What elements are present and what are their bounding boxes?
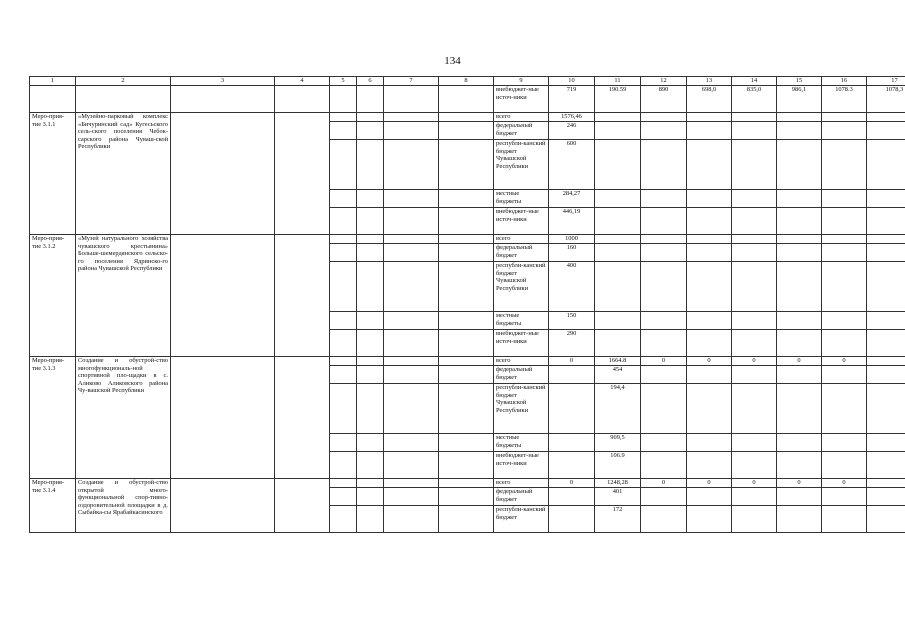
value-cell — [687, 488, 732, 506]
value-cell: 190.59 — [595, 86, 641, 113]
empty-cell — [357, 366, 384, 384]
empty-cell — [275, 113, 330, 235]
empty-cell — [330, 452, 357, 479]
header-cell: 17 — [867, 77, 905, 86]
empty-cell — [357, 434, 384, 452]
empty-cell — [384, 312, 439, 330]
value-cell — [867, 452, 905, 479]
empty-cell — [330, 122, 357, 140]
empty-cell — [330, 113, 357, 122]
empty-cell — [275, 357, 330, 479]
empty-cell — [357, 506, 384, 533]
value-cell — [867, 113, 905, 122]
table-row — [30, 357, 905, 366]
value-cell — [867, 366, 905, 384]
value-cell — [732, 366, 777, 384]
value-cell — [732, 244, 777, 262]
empty-cell — [30, 86, 76, 113]
value-cell: 0 — [687, 357, 732, 366]
empty-cell — [384, 488, 439, 506]
funding-source-cell: федеральный бюджет — [494, 122, 549, 140]
value-cell — [641, 452, 687, 479]
empty-cell — [330, 434, 357, 452]
table-row — [30, 86, 905, 113]
value-cell — [867, 122, 905, 140]
value-cell — [641, 434, 687, 452]
value-cell — [867, 506, 905, 533]
empty-cell — [171, 235, 275, 357]
empty-cell — [330, 140, 357, 190]
value-cell — [687, 452, 732, 479]
measure-name-cell: «Музейно-парковый комплекс «Бичуринский сад» Кугесьского сель-ского поселения Чебок-сарского района Чуваш-ской Республики — [76, 113, 171, 235]
header-cell: 4 — [275, 77, 330, 86]
empty-cell — [384, 479, 439, 488]
empty-cell — [357, 357, 384, 366]
value-cell — [732, 235, 777, 244]
value-cell — [867, 330, 905, 357]
value-cell — [822, 262, 867, 312]
value-cell — [777, 312, 822, 330]
value-cell — [732, 452, 777, 479]
value-cell — [822, 488, 867, 506]
value-cell — [687, 262, 732, 312]
value-cell — [595, 262, 641, 312]
value-cell — [777, 208, 822, 235]
empty-cell — [384, 113, 439, 122]
value-cell — [687, 140, 732, 190]
funding-source-cell: федеральный бюджет — [494, 366, 549, 384]
value-cell: 1000 — [549, 235, 595, 244]
empty-cell — [330, 479, 357, 488]
value-cell: 698,0 — [687, 86, 732, 113]
value-cell — [822, 434, 867, 452]
measure-code-cell: Меро-прия-тие 3.1.4 — [30, 479, 76, 533]
funding-source-cell: всего — [494, 479, 549, 488]
value-cell: 194,4 — [595, 384, 641, 434]
measure-code-cell: Меро-прия-тие 3.1.3 — [30, 357, 76, 479]
value-cell — [867, 384, 905, 434]
empty-cell — [384, 190, 439, 208]
value-cell — [777, 140, 822, 190]
header-cell: 13 — [687, 77, 732, 86]
value-cell: 909,5 — [595, 434, 641, 452]
empty-cell — [384, 244, 439, 262]
header-cell: 8 — [439, 77, 494, 86]
value-cell: 1664.8 — [595, 357, 641, 366]
empty-cell — [439, 140, 494, 190]
value-cell — [867, 235, 905, 244]
empty-cell — [439, 488, 494, 506]
value-cell — [867, 262, 905, 312]
value-cell — [641, 488, 687, 506]
empty-cell — [384, 235, 439, 244]
value-cell — [777, 330, 822, 357]
empty-cell — [357, 330, 384, 357]
value-cell: 246 — [549, 122, 595, 140]
measure-code-cell: Меро-прия-тие 3.1.1 — [30, 113, 76, 235]
funding-source-cell: всего — [494, 235, 549, 244]
value-cell — [822, 140, 867, 190]
value-cell — [687, 434, 732, 452]
value-cell — [687, 113, 732, 122]
empty-cell — [384, 357, 439, 366]
header-cell: 15 — [777, 77, 822, 86]
empty-cell — [384, 366, 439, 384]
value-cell — [595, 113, 641, 122]
funding-source-cell: федеральный бюджет — [494, 488, 549, 506]
value-cell — [822, 244, 867, 262]
empty-cell — [439, 357, 494, 366]
value-cell: 719 — [549, 86, 595, 113]
value-cell — [822, 235, 867, 244]
empty-cell — [171, 479, 275, 533]
empty-cell — [439, 330, 494, 357]
empty-cell — [357, 140, 384, 190]
value-cell: 0 — [822, 357, 867, 366]
value-cell — [641, 330, 687, 357]
value-cell: 172 — [595, 506, 641, 533]
empty-cell — [439, 244, 494, 262]
value-cell: 0 — [641, 479, 687, 488]
value-cell — [777, 244, 822, 262]
value-cell — [549, 434, 595, 452]
empty-cell — [76, 86, 171, 113]
funding-source-cell: внебюджет-ные источ-ники — [494, 208, 549, 235]
value-cell — [687, 190, 732, 208]
empty-cell — [357, 122, 384, 140]
empty-cell — [439, 122, 494, 140]
empty-cell — [357, 312, 384, 330]
funding-source-cell: всего — [494, 113, 549, 122]
funding-source-cell: местные бюджеты — [494, 434, 549, 452]
value-cell: 1248,28 — [595, 479, 641, 488]
empty-cell — [384, 384, 439, 434]
value-cell — [641, 140, 687, 190]
value-cell — [777, 122, 822, 140]
value-cell — [549, 452, 595, 479]
empty-cell — [439, 384, 494, 434]
empty-cell — [439, 434, 494, 452]
empty-cell — [357, 452, 384, 479]
empty-cell — [384, 330, 439, 357]
empty-cell — [330, 384, 357, 434]
header-cell: 5 — [330, 77, 357, 86]
value-cell — [732, 488, 777, 506]
page-number: 134 — [444, 55, 461, 67]
empty-cell — [330, 208, 357, 235]
value-cell — [867, 244, 905, 262]
value-cell: 0 — [687, 479, 732, 488]
value-cell: 290 — [549, 330, 595, 357]
empty-cell — [357, 479, 384, 488]
value-cell — [867, 190, 905, 208]
value-cell — [641, 208, 687, 235]
value-cell — [595, 190, 641, 208]
funding-source-cell: внебюджет-ные источ-ники — [494, 86, 549, 113]
empty-cell — [384, 122, 439, 140]
value-cell — [867, 479, 905, 488]
value-cell — [641, 262, 687, 312]
value-cell — [777, 506, 822, 533]
value-cell — [867, 488, 905, 506]
measure-code-cell: Меро-прия-тие 3.1.2 — [30, 235, 76, 357]
value-cell — [777, 384, 822, 434]
empty-cell — [330, 330, 357, 357]
empty-cell — [384, 506, 439, 533]
funding-source-cell: федеральный бюджет — [494, 244, 549, 262]
header-cell: 16 — [822, 77, 867, 86]
funding-source-cell: республи-канский бюджет Чувашской Республики — [494, 384, 549, 434]
value-cell: 0 — [777, 357, 822, 366]
empty-cell — [439, 506, 494, 533]
value-cell — [549, 366, 595, 384]
value-cell: 835,0 — [732, 86, 777, 113]
value-cell: 454 — [595, 366, 641, 384]
value-cell: 0 — [732, 357, 777, 366]
empty-cell — [171, 113, 275, 235]
value-cell: 160 — [549, 244, 595, 262]
value-cell — [687, 506, 732, 533]
funding-source-cell: республи-канский бюджет Чувашской Республики — [494, 262, 549, 312]
value-cell — [822, 190, 867, 208]
value-cell: 600 — [549, 140, 595, 190]
value-cell — [687, 244, 732, 262]
empty-cell — [330, 312, 357, 330]
value-cell — [732, 190, 777, 208]
value-cell — [595, 235, 641, 244]
funding-source-cell: внебюджет-ные источ-ники — [494, 330, 549, 357]
value-cell — [822, 366, 867, 384]
value-cell — [641, 235, 687, 244]
value-cell — [732, 434, 777, 452]
value-cell — [641, 312, 687, 330]
empty-cell — [171, 86, 275, 113]
value-cell — [595, 244, 641, 262]
funding-source-cell: всего — [494, 357, 549, 366]
value-cell: 401 — [595, 488, 641, 506]
value-cell — [867, 208, 905, 235]
empty-cell — [330, 488, 357, 506]
empty-cell — [275, 86, 330, 113]
value-cell — [732, 384, 777, 434]
empty-cell — [275, 479, 330, 533]
funding-source-cell: республи-канский бюджет — [494, 506, 549, 533]
empty-cell — [384, 434, 439, 452]
value-cell: 0 — [822, 479, 867, 488]
value-cell — [822, 208, 867, 235]
value-cell — [777, 235, 822, 244]
empty-cell — [439, 262, 494, 312]
header-cell: 10 — [549, 77, 595, 86]
header-cell: 14 — [732, 77, 777, 86]
value-cell — [641, 122, 687, 140]
value-cell — [732, 140, 777, 190]
value-cell — [732, 208, 777, 235]
value-cell — [777, 262, 822, 312]
table-row — [30, 479, 905, 488]
empty-cell — [439, 86, 494, 113]
value-cell — [777, 113, 822, 122]
value-cell — [641, 384, 687, 434]
value-cell — [732, 312, 777, 330]
funding-source-cell: местные бюджеты — [494, 312, 549, 330]
value-cell — [687, 235, 732, 244]
value-cell — [777, 366, 822, 384]
funding-source-cell: республи-канский бюджет Чувашской Республики — [494, 140, 549, 190]
value-cell — [822, 122, 867, 140]
header-cell: 2 — [76, 77, 171, 86]
value-cell: 150 — [549, 312, 595, 330]
empty-cell — [439, 312, 494, 330]
value-cell — [595, 122, 641, 140]
measure-name-cell: «Музей натурального хозяйства чувашского крестьянина» Больше-шемердянского сельско-го поселения Ядринско-го района Чувашской Республики — [76, 235, 171, 357]
value-cell — [641, 190, 687, 208]
value-cell: 446,19 — [549, 208, 595, 235]
empty-cell — [384, 140, 439, 190]
value-cell: 986,1 — [777, 86, 822, 113]
value-cell: 0 — [549, 479, 595, 488]
header-cell: 6 — [357, 77, 384, 86]
empty-cell — [357, 113, 384, 122]
value-cell — [822, 330, 867, 357]
value-cell — [777, 190, 822, 208]
value-cell — [595, 208, 641, 235]
value-cell: 400 — [549, 262, 595, 312]
value-cell: 890 — [641, 86, 687, 113]
empty-cell — [357, 208, 384, 235]
value-cell — [595, 312, 641, 330]
header-cell: 9 — [494, 77, 549, 86]
header-cell: 11 — [595, 77, 641, 86]
header-row — [30, 77, 905, 86]
header-cell: 12 — [641, 77, 687, 86]
empty-cell — [330, 366, 357, 384]
empty-cell — [330, 190, 357, 208]
value-cell: 106.9 — [595, 452, 641, 479]
value-cell — [777, 452, 822, 479]
measure-name-cell: Создание и обустрой-ство открытой много-функциональной спор-тивно-оздоровительной площадки в д. Сыбайка-сы Ярабайкасинского — [76, 479, 171, 533]
value-cell — [777, 434, 822, 452]
value-cell — [641, 506, 687, 533]
empty-cell — [439, 113, 494, 122]
empty-cell — [330, 357, 357, 366]
empty-cell — [439, 235, 494, 244]
value-cell — [549, 488, 595, 506]
value-cell — [595, 140, 641, 190]
value-cell: 0 — [641, 357, 687, 366]
table-row — [30, 113, 905, 122]
empty-cell — [330, 235, 357, 244]
empty-cell — [357, 244, 384, 262]
empty-cell — [357, 190, 384, 208]
empty-cell — [439, 452, 494, 479]
empty-cell — [275, 235, 330, 357]
value-cell: 1576,46 — [549, 113, 595, 122]
empty-cell — [357, 86, 384, 113]
value-cell: 0 — [777, 479, 822, 488]
value-cell — [732, 506, 777, 533]
value-cell: 1078.3 — [822, 86, 867, 113]
value-cell — [641, 113, 687, 122]
empty-cell — [384, 86, 439, 113]
empty-cell — [439, 190, 494, 208]
value-cell: 0 — [732, 479, 777, 488]
value-cell — [822, 506, 867, 533]
empty-cell — [357, 384, 384, 434]
value-cell — [822, 113, 867, 122]
value-cell — [687, 312, 732, 330]
value-cell — [687, 208, 732, 235]
header-cell: 1 — [30, 77, 76, 86]
empty-cell — [439, 208, 494, 235]
value-cell — [641, 244, 687, 262]
value-cell — [867, 312, 905, 330]
funding-source-cell: внебюджет-ные источ-ники — [494, 452, 549, 479]
value-cell: 0 — [549, 357, 595, 366]
measure-name-cell: Создание и обустрой-ство многофункциональ-ной спортивной пло-щадки в с. Аликово Аликовского района Чу-вашской Республики — [76, 357, 171, 479]
header-cell: 3 — [171, 77, 275, 86]
value-cell — [867, 140, 905, 190]
empty-cell — [357, 488, 384, 506]
empty-cell — [357, 262, 384, 312]
value-cell: 1078,3 — [867, 86, 905, 113]
budget-table — [29, 76, 905, 533]
value-cell — [732, 113, 777, 122]
value-cell — [822, 312, 867, 330]
value-cell — [732, 262, 777, 312]
empty-cell — [384, 262, 439, 312]
value-cell — [549, 384, 595, 434]
value-cell: 284,27 — [549, 190, 595, 208]
value-cell — [732, 122, 777, 140]
header-cell: 7 — [384, 77, 439, 86]
funding-source-cell: местные бюджеты — [494, 190, 549, 208]
empty-cell — [330, 506, 357, 533]
value-cell — [867, 434, 905, 452]
value-cell — [777, 488, 822, 506]
value-cell — [549, 506, 595, 533]
empty-cell — [439, 479, 494, 488]
empty-cell — [384, 208, 439, 235]
empty-cell — [357, 235, 384, 244]
value-cell — [687, 366, 732, 384]
value-cell — [732, 330, 777, 357]
empty-cell — [330, 244, 357, 262]
empty-cell — [330, 262, 357, 312]
empty-cell — [330, 86, 357, 113]
value-cell — [687, 122, 732, 140]
value-cell — [867, 357, 905, 366]
value-cell — [822, 452, 867, 479]
table-row — [30, 235, 905, 244]
value-cell — [687, 330, 732, 357]
empty-cell — [171, 357, 275, 479]
value-cell — [595, 330, 641, 357]
value-cell — [687, 384, 732, 434]
empty-cell — [384, 452, 439, 479]
value-cell — [822, 384, 867, 434]
empty-cell — [439, 366, 494, 384]
value-cell — [641, 366, 687, 384]
